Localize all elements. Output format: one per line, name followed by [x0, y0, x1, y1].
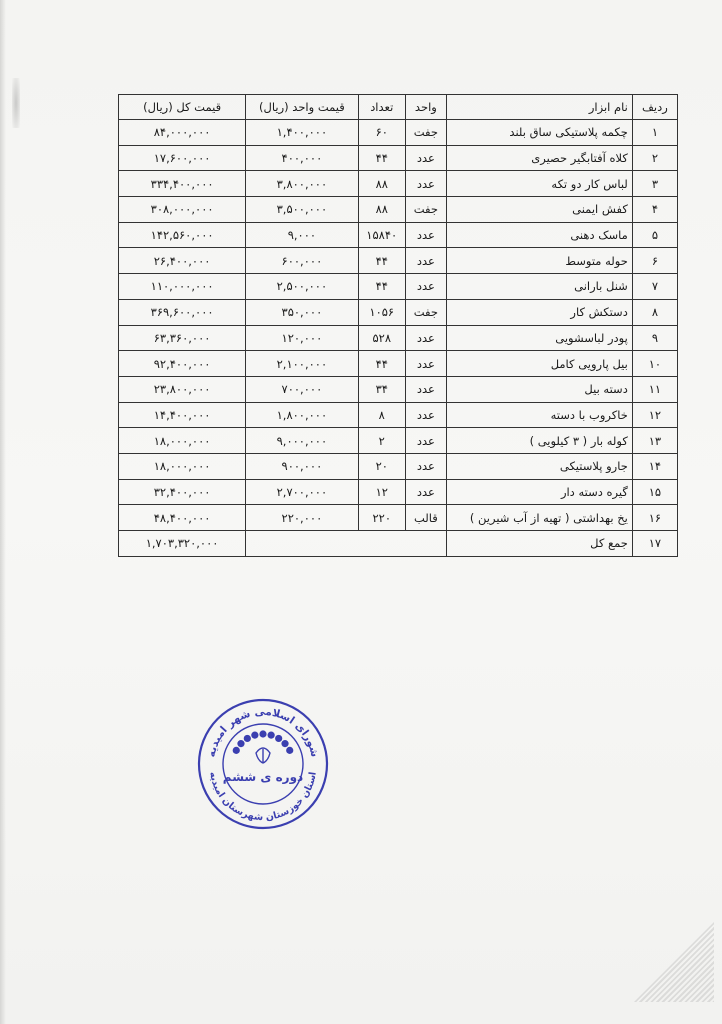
header-unit: واحد [405, 95, 446, 120]
cell-item-name: کلاه آفتابگیر حصیری [446, 145, 632, 171]
cell-item-name: شنل بارانی [446, 274, 632, 300]
cell-total-price: ۳۲,۴۰۰,۰۰۰ [119, 479, 246, 505]
cell-unit-price: ۹,۰۰۰,۰۰۰ [246, 428, 358, 454]
cell-unit: عدد [405, 222, 446, 248]
cell-unit-price: ۴۰۰,۰۰۰ [246, 145, 358, 171]
table-row [119, 120, 678, 146]
cell-unit-price: ۲,۱۰۰,۰۰۰ [246, 351, 358, 377]
header-item-name: نام ابزار [446, 95, 632, 120]
cell-row-number: ۱۵ [632, 479, 677, 505]
cell-unit-price: ۶۰۰,۰۰۰ [246, 248, 358, 274]
seal-ornament-dot [281, 740, 288, 747]
cell-quantity: ۱۰۵۶ [358, 299, 405, 325]
cell-unit-price: ۱,۸۰۰,۰۰۰ [246, 402, 358, 428]
seal-ornament-dot [268, 732, 275, 739]
cell-quantity: ۳۴ [358, 376, 405, 402]
cell-total-price: ۱۴,۴۰۰,۰۰۰ [119, 402, 246, 428]
table-row [119, 248, 678, 274]
cell-unit-price: ۲,۵۰۰,۰۰۰ [246, 274, 358, 300]
cell-quantity: ۱۵۸۴۰ [358, 222, 405, 248]
cell-quantity: ۴۴ [358, 351, 405, 377]
cell-unit: عدد [405, 351, 446, 377]
cell-total-price: ۲۳,۸۰۰,۰۰۰ [119, 376, 246, 402]
cell-row-number: ۹ [632, 325, 677, 351]
table-row [119, 402, 678, 428]
cell-unit-price: ۱,۴۰۰,۰۰۰ [246, 120, 358, 146]
cell-item-name: ماسک دهنی [446, 222, 632, 248]
seal-ornament-dot [233, 747, 240, 754]
seal-center-text: دوره ی ششم [222, 770, 304, 784]
cell-total-price: ۶۳,۳۶۰,۰۰۰ [119, 325, 246, 351]
cell-item-name: گیره دسته دار [446, 479, 632, 505]
cell-item-name: پودر لباسشویی [446, 325, 632, 351]
table-body [119, 120, 678, 531]
cell-quantity: ۴۴ [358, 248, 405, 274]
scan-smudge [12, 78, 20, 128]
cell-total-price: ۳۰۸,۰۰۰,۰۰۰ [119, 197, 246, 223]
cell-quantity: ۶۰ [358, 120, 405, 146]
cell-unit: عدد [405, 402, 446, 428]
header-total-price: قیمت کل (ریال) [119, 95, 246, 120]
cell-row-number: ۶ [632, 248, 677, 274]
cell-total-price: ۹۲,۴۰۰,۰۰۰ [119, 351, 246, 377]
cell-total-price: ۱۴۲,۵۶۰,۰۰۰ [119, 222, 246, 248]
cell-item-name: یخ بهداشتی ( تهیه از آب شیرین ) [446, 505, 632, 531]
header-unit-price: قیمت واحد (ریال) [246, 95, 358, 120]
cell-total-price: ۴۸,۴۰۰,۰۰۰ [119, 505, 246, 531]
seal-ornament-dot [237, 740, 244, 747]
cell-row-number: ۸ [632, 299, 677, 325]
table-row [119, 479, 678, 505]
cell-quantity: ۸۸ [358, 197, 405, 223]
cell-row-number: ۳ [632, 171, 677, 197]
cell-unit-price: ۲۲۰,۰۰۰ [246, 505, 358, 531]
cell-unit: عدد [405, 171, 446, 197]
header-row-number: ردیف [632, 95, 677, 120]
cell-item-name: چکمه پلاستیکی ساق بلند [446, 120, 632, 146]
table-row [119, 453, 678, 479]
footer-empty-cell [246, 531, 447, 557]
footer-grand-total: ۱,۷۰۳,۳۲۰,۰۰۰ [119, 531, 246, 557]
cell-unit: عدد [405, 274, 446, 300]
scan-edge-shadow [0, 0, 6, 1024]
iran-emblem-icon [256, 748, 270, 763]
cell-quantity: ۴۴ [358, 145, 405, 171]
cell-total-price: ۲۶,۴۰۰,۰۰۰ [119, 248, 246, 274]
cell-unit: عدد [405, 479, 446, 505]
cell-total-price: ۱۱۰,۰۰۰,۰۰۰ [119, 274, 246, 300]
cell-row-number: ۴ [632, 197, 677, 223]
cell-unit-price: ۳,۵۰۰,۰۰۰ [246, 197, 358, 223]
footer-label: جمع کل [446, 531, 632, 557]
cell-quantity: ۴۴ [358, 274, 405, 300]
table-row [119, 274, 678, 300]
cell-quantity: ۲۰ [358, 453, 405, 479]
cell-quantity: ۲ [358, 428, 405, 454]
seal-bottom-text: استان خوزستان شهرستان امیدیه [207, 771, 319, 824]
cell-item-name: بیل پارویی کامل [446, 351, 632, 377]
cell-unit: عدد [405, 325, 446, 351]
seal-ornament-dot [259, 730, 266, 737]
cell-row-number: ۷ [632, 274, 677, 300]
table-row [119, 197, 678, 223]
cell-unit: عدد [405, 428, 446, 454]
cell-total-price: ۱۷,۶۰۰,۰۰۰ [119, 145, 246, 171]
table-row [119, 145, 678, 171]
inventory-table [118, 94, 678, 557]
cell-item-name: جارو پلاستیکی [446, 453, 632, 479]
cell-item-name: خاکروب با دسته [446, 402, 632, 428]
table-row [119, 325, 678, 351]
cell-row-number: ۱۶ [632, 505, 677, 531]
table-row [119, 299, 678, 325]
seal-ornament-dot [275, 735, 282, 742]
cell-item-name: کوله بار ( ۳ کیلویی ) [446, 428, 632, 454]
cell-quantity: ۸۸ [358, 171, 405, 197]
table-footer-row [119, 531, 678, 557]
cell-item-name: لباس کار دو تکه [446, 171, 632, 197]
cell-row-number: ۱۴ [632, 453, 677, 479]
seal-ornament-dot [244, 735, 251, 742]
cell-unit: عدد [405, 376, 446, 402]
cell-row-number: ۲ [632, 145, 677, 171]
table-row [119, 171, 678, 197]
cell-unit-price: ۹۰۰,۰۰۰ [246, 453, 358, 479]
cell-quantity: ۱۲ [358, 479, 405, 505]
cell-total-price: ۱۸,۰۰۰,۰۰۰ [119, 428, 246, 454]
cell-quantity: ۲۲۰ [358, 505, 405, 531]
table-row [119, 351, 678, 377]
cell-row-number: ۱۲ [632, 402, 677, 428]
seal-ornament-dot [286, 747, 293, 754]
cell-unit: جفت [405, 299, 446, 325]
cell-item-name: حوله متوسط [446, 248, 632, 274]
table-row [119, 428, 678, 454]
official-seal [196, 697, 330, 831]
cell-unit-price: ۹,۰۰۰ [246, 222, 358, 248]
cell-unit-price: ۲,۷۰۰,۰۰۰ [246, 479, 358, 505]
table-row [119, 222, 678, 248]
cell-unit: قالب [405, 505, 446, 531]
cell-unit-price: ۱۲۰,۰۰۰ [246, 325, 358, 351]
cell-item-name: دستکش کار [446, 299, 632, 325]
cell-unit: عدد [405, 248, 446, 274]
cell-unit: جفت [405, 120, 446, 146]
cell-unit: عدد [405, 453, 446, 479]
cell-row-number: ۱ [632, 120, 677, 146]
cell-row-number: ۱۰ [632, 351, 677, 377]
cell-unit-price: ۳۵۰,۰۰۰ [246, 299, 358, 325]
cell-quantity: ۸ [358, 402, 405, 428]
cell-total-price: ۳۳۴,۴۰۰,۰۰۰ [119, 171, 246, 197]
cell-row-number: ۵ [632, 222, 677, 248]
table-header-row [119, 95, 678, 120]
cell-quantity: ۵۲۸ [358, 325, 405, 351]
cell-unit: جفت [405, 197, 446, 223]
cell-total-price: ۱۸,۰۰۰,۰۰۰ [119, 453, 246, 479]
table-row [119, 505, 678, 531]
cell-row-number: ۱۱ [632, 376, 677, 402]
cell-total-price: ۳۶۹,۶۰۰,۰۰۰ [119, 299, 246, 325]
footer-row-number: ۱۷ [632, 531, 677, 557]
cell-total-price: ۸۴,۰۰۰,۰۰۰ [119, 120, 246, 146]
cell-item-name: کفش ایمنی [446, 197, 632, 223]
cell-row-number: ۱۳ [632, 428, 677, 454]
table-row [119, 376, 678, 402]
cell-unit: عدد [405, 145, 446, 171]
cell-item-name: دسته بیل [446, 376, 632, 402]
header-quantity: تعداد [358, 95, 405, 120]
cell-unit-price: ۷۰۰,۰۰۰ [246, 376, 358, 402]
cell-unit-price: ۳,۸۰۰,۰۰۰ [246, 171, 358, 197]
scan-corner-noise [634, 922, 714, 1002]
seal-top-text: شورای اسلامی شهر امیدیه [205, 705, 321, 759]
seal-ornament-dot [251, 732, 258, 739]
